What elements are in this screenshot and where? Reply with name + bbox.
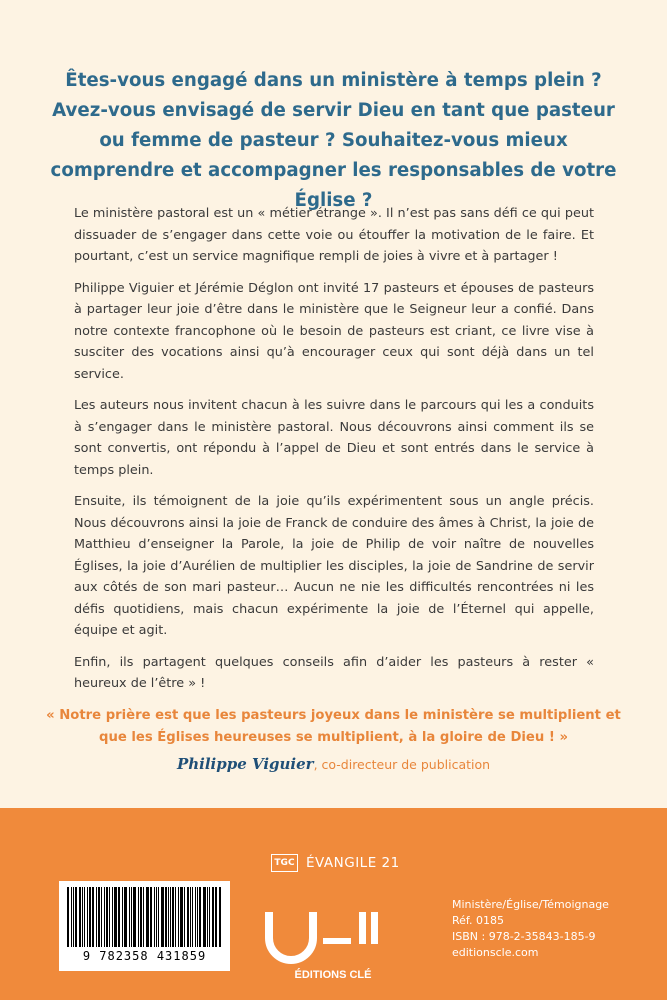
barcode-bar	[209, 887, 210, 947]
barcode-bar	[82, 887, 83, 947]
barcode-bar	[143, 887, 144, 947]
blurb-paragraph: Philippe Viguier et Jérémie Déglon ont invité 17 pasteurs et épouses de pasteurs à partager leur joie d’être dans le ministère que le Seigneur leur a confié. Dans notre contexte francophone où le besoin de pasteurs est criant, ce livre vise à susciter des vocations ainsi qu’à encourager ceux qui sont déjà dans un tel service.	[74, 280, 594, 382]
book-isbn: ISBN : 978-2-35843-185-9	[452, 930, 596, 943]
barcode-bar	[170, 887, 171, 947]
publisher-name: ÉDITIONS CLÉ	[294, 969, 372, 981]
barcode-bar	[187, 887, 189, 947]
barcode-bar	[212, 887, 214, 947]
barcode-bars	[67, 887, 222, 947]
blurb-paragraph: Ensuite, ils témoignent de la joie qu’ils expérimentent sous un angle précis. Nous découvrons ainsi la joie de Franck de conduire des âmes à Christ, la joie de Matthieu d’enseigner la Parole, la joie de Philip de voir naître de nouvelles Églises, la joie d’Aurélien de multiplier les disciples, la joie de Sandrine de servir aux côtés de son mari pasteur… Aucun ne nie les difficultés rencontrées ni les défis quotidiens, mais chacun expérimente la joie de l’Éternel qui appelle, équipe et agit.	[74, 494, 594, 638]
barcode-bar	[112, 887, 113, 947]
book-category: Ministère/Église/Témoignage	[452, 898, 609, 911]
collection-name: ÉVANGILE 21	[306, 855, 400, 871]
barcode-bar	[197, 887, 198, 947]
barcode-bar	[150, 887, 152, 947]
barcode-bar	[89, 887, 91, 947]
barcode-bar	[133, 887, 136, 947]
barcode-bar	[98, 887, 101, 947]
barcode-bar	[96, 887, 97, 947]
signature-name: Philippe Viguier	[176, 755, 314, 773]
barcode-bar	[180, 887, 183, 947]
barcode-bar	[199, 887, 201, 947]
barcode-bar	[124, 887, 125, 947]
barcode-bar	[87, 887, 88, 947]
editions-cle-logo-icon	[269, 912, 378, 960]
barcode-bar	[172, 887, 174, 947]
pull-quote: « Notre prière est que les pasteurs joyeux dans le ministère se multiplient et que les Églises heureuses se multiplient, à la gloire de Dieu ! »	[46, 708, 621, 745]
quote-attribution	[40, 754, 627, 773]
book-metadata	[452, 897, 609, 961]
barcode-bar	[178, 887, 179, 947]
publisher-website: editionscle.com	[452, 946, 539, 959]
editions-cle-logo	[263, 908, 403, 988]
barcode-bar	[131, 887, 132, 947]
book-reference: Réf. 0185	[452, 914, 504, 927]
barcode-bar	[114, 887, 117, 947]
barcode-bar	[203, 887, 206, 947]
barcode-bar	[158, 887, 159, 947]
barcode-bar	[168, 887, 169, 947]
barcode-bar	[161, 887, 164, 947]
barcode-bar	[125, 887, 127, 947]
barcode-bar	[75, 887, 77, 947]
barcode-bar	[154, 887, 155, 947]
barcode-bar	[71, 887, 72, 947]
barcode-bar	[67, 887, 69, 947]
signature-role: , co-directeur de publication	[313, 757, 491, 772]
barcode-bar	[165, 887, 167, 947]
barcode-bar	[122, 887, 123, 947]
barcode-bar	[73, 887, 74, 947]
barcode-bar	[118, 887, 120, 947]
blurb-body	[74, 203, 594, 705]
barcode-bar	[140, 887, 142, 947]
barcode-bar	[156, 887, 157, 947]
headline: Êtes-vous engagé dans un ministère à temps plein ? Avez-vous envisagé de servir Dieu en tant que pasteur ou femme de pasteur ? Souhaitez-vous mieux comprendre et accompagner les responsables de votre Église ?	[50, 70, 617, 211]
barcode-bar	[138, 887, 139, 947]
tgc-logo: TGC	[271, 854, 298, 872]
barcode-bar	[216, 887, 217, 947]
barcode-bar	[109, 887, 110, 947]
barcode-bar	[146, 887, 147, 947]
barcode-bar	[129, 887, 130, 947]
blurb-paragraph: Les auteurs nous invitent chacun à les suivre dans le parcours qui les a conduits à s’engager dans le ministère pastoral. Nous découvrons ainsi comment ils se sont convertis, ont répondu à l’appel de Dieu et sont entrés dans le service à temps plein.	[74, 398, 594, 478]
barcode-bar	[106, 887, 108, 947]
barcode-bar	[215, 887, 216, 947]
barcode-bar	[175, 887, 176, 947]
barcode-bar	[84, 887, 85, 947]
barcode-bar	[190, 887, 192, 947]
isbn-barcode	[59, 881, 230, 971]
collection-mark	[271, 853, 400, 873]
barcode-bar	[92, 887, 94, 947]
blurb-paragraph: Le ministère pastoral est un « métier étrange ». Il n’est pas sans défi ce qui peut dissuader de s’engager dans cette voie ou étouffer la motivation de le faire. Et pourtant, c’est un service magnifique rempli de joies à vivre et à partager !	[74, 206, 594, 264]
barcode-bar	[101, 887, 102, 947]
barcode-bar	[79, 887, 82, 947]
barcode-bar	[207, 887, 208, 947]
barcode-bar	[219, 887, 221, 947]
barcode-number: 9 782358 431859	[82, 949, 207, 963]
barcode-bar	[104, 887, 105, 947]
barcode-bar	[195, 887, 196, 947]
barcode-bar	[147, 887, 149, 947]
blurb-paragraph: Enfin, ils partagent quelques conseils afin d’aider les pasteurs à rester « heureux de l’être » !	[74, 654, 594, 691]
barcode-bar	[192, 887, 193, 947]
barcode-bar	[184, 887, 185, 947]
